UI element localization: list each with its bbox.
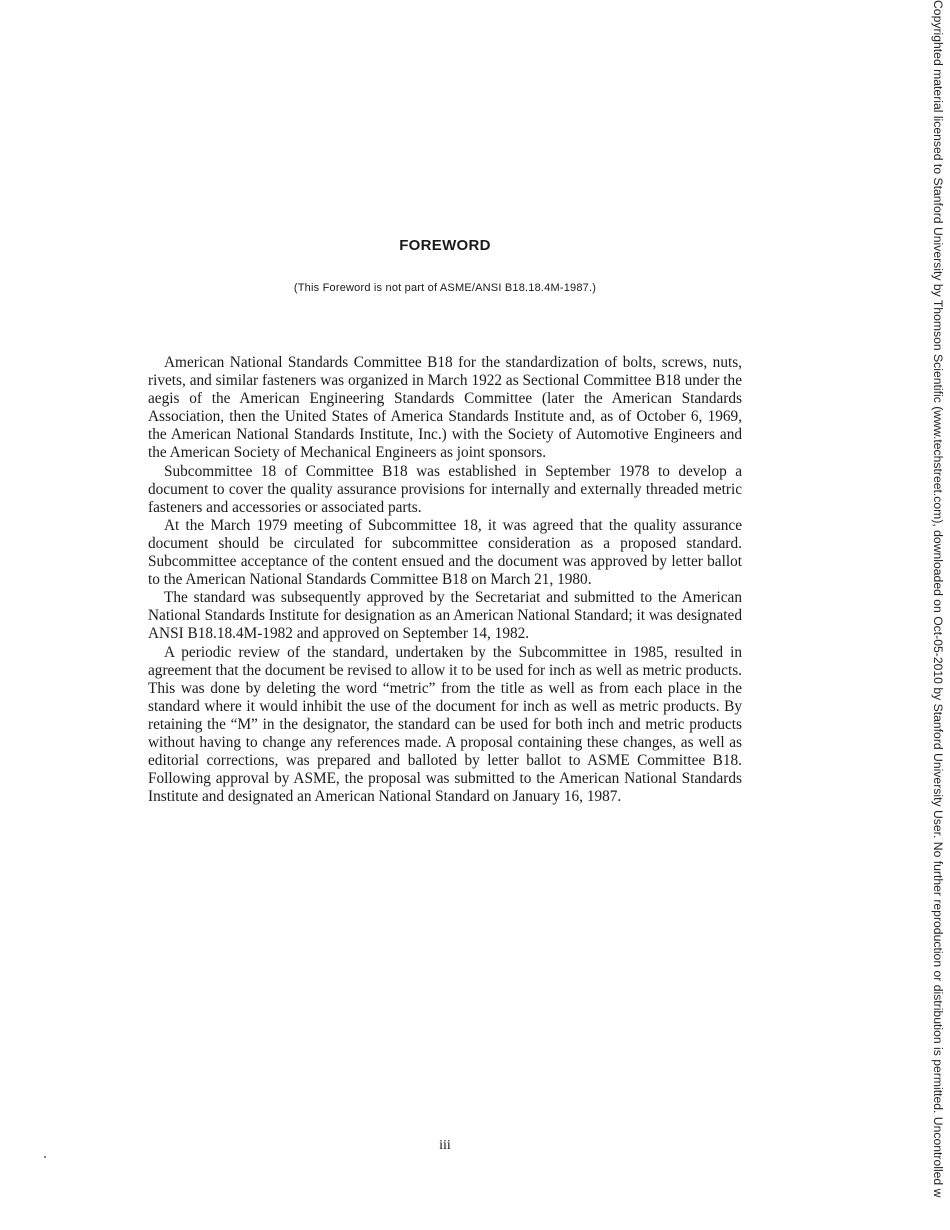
paragraph: A periodic review of the standard, undertaken by the Subcommittee in 1985, resulted in agreement that the document be revised to allow it to be used for inch as well as metric products. This was done by deleting the word “metric” from the title as well as from each place in the standard where it would inhibit the use of the document for inch as well as metric products. By retaining the “M” in the designator, the standard can be used for both inch and metric products without having to change any references made. A proposal containing these changes, as well as editorial corrections, was prepared and balloted by letter ballot to ASME Committee B18. Following approval by ASME, the proposal was submitted to the American National Standards Institute and designated an American National Standard on January 16, 1987. bbox=[148, 643, 742, 806]
foreword-body bbox=[148, 354, 742, 806]
paragraph: American National Standards Committee B18 for the standardization of bolts, screws, nuts, rivets, and similar fasteners was organized in March 1922 as Sectional Committee B18 under the aegis of the American Engineering Standards Committee (later the American Standards Association, then the United States of America Standards Institute and, as of October 6, 1969, the American National Standards Institute, Inc.) with the Society of Automotive Engineers and the American Society of Mechanical Engineers as joint sponsors. bbox=[148, 354, 742, 462]
page-title: FOREWORD bbox=[399, 237, 491, 254]
copyright-watermark: Copyrighted material licensed to Stanford University by Thomson Scientific (www.techstreet.com), downloaded on Oct-05-2010 by Stanford University User. No further reproduction or distribution is permitted. Uncontrolled w bbox=[931, 0, 945, 1198]
paragraph: At the March 1979 meeting of Subcommittee 18, it was agreed that the quality assurance document should be circulated for subcommittee consideration as a proposed standard. Subcommittee acceptance of the content ensued and the document was approved by letter ballot to the American National Standards Committee B18 on March 21, 1980. bbox=[148, 516, 742, 589]
paragraph: Subcommittee 18 of Committee B18 was established in September 1978 to develop a document to cover the quality assurance provisions for internally and externally threaded metric fasteners and accessories or associated parts. bbox=[148, 462, 742, 516]
paragraph: The standard was subsequently approved by the Secretariat and submitted to the American National Standards Institute for designation as an American National Standard; it was designated ANSI B18.18.4M-1982 and approved on September 14, 1982. bbox=[148, 589, 742, 643]
page-number: iii bbox=[439, 1138, 451, 1153]
foreword-note: (This Foreword is not part of ASME/ANSI B18.18.4M-1987.) bbox=[293, 282, 597, 294]
scan-speck bbox=[44, 1156, 46, 1158]
